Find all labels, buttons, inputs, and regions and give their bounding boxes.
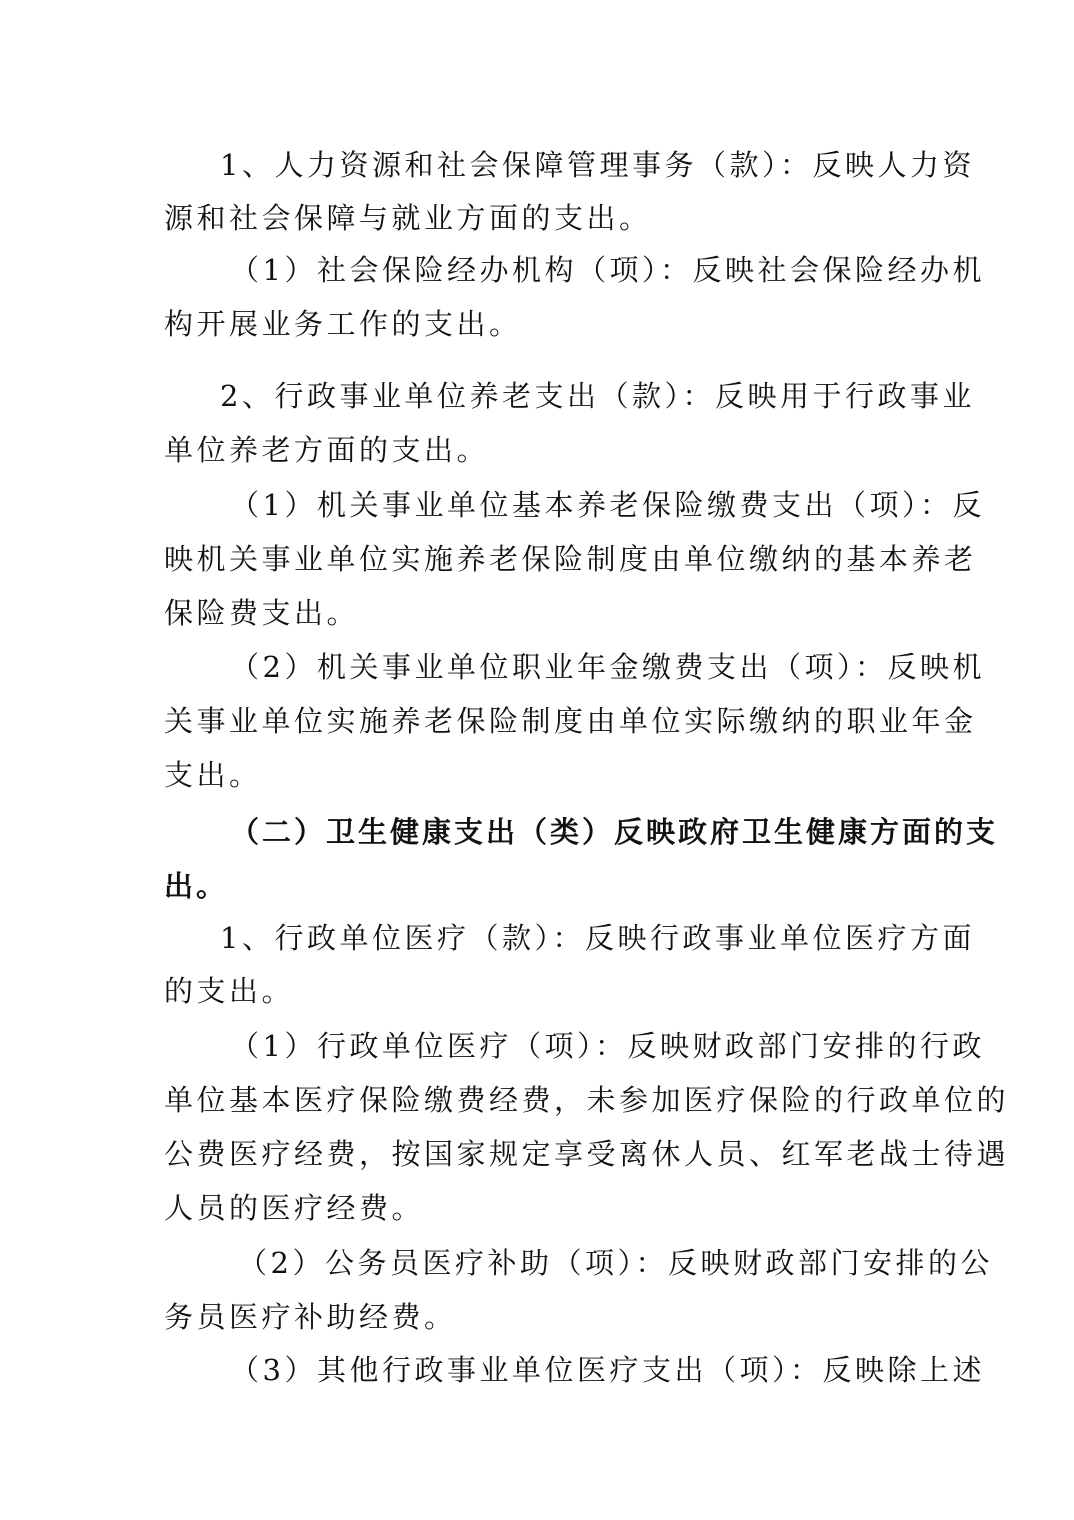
text-line-19: 公费医疗经费，按国家规定享受离休人员、红军老战士待遇 [164, 1137, 1010, 1171]
text-line-5: 2、行政事业单位养老支出（款）：反映用于行政事业 [220, 379, 975, 413]
text-line-20: 人员的医疗经费。 [164, 1191, 425, 1225]
text-line-4: 构开展业务工作的支出。 [164, 307, 522, 341]
text-line-9: 保险费支出。 [164, 596, 360, 630]
text-line-2: 源和社会保障与就业方面的支出。 [164, 201, 652, 235]
text-line-17: （1）行政单位医疗（项）：反映财政部门安排的行政 [230, 1029, 985, 1063]
text-line-6: 单位养老方面的支出。 [164, 433, 490, 467]
section-heading-line-1: （二）卫生健康支出（类）反映政府卫生健康方面的支 [230, 815, 999, 849]
text-line-1: 1、人力资源和社会保障管理事务（款）：反映人力资 [220, 148, 975, 182]
text-line-21: （2）公务员医疗补助（项）：反映财政部门安排的公 [238, 1246, 993, 1280]
text-line-11: 关事业单位实施养老保险制度由单位实际缴纳的职业年金 [164, 704, 977, 738]
text-line-16: 的支出。 [164, 974, 295, 1008]
text-line-22: 务员医疗补助经费。 [164, 1300, 457, 1334]
text-line-8: 映机关事业单位实施养老保险制度由单位缴纳的基本养老 [164, 542, 977, 576]
text-line-23: （3）其他行政事业单位医疗支出（项）：反映除上述 [230, 1353, 985, 1387]
text-line-7: （1）机关事业单位基本养老保险缴费支出（项）：反 [230, 488, 985, 522]
section-heading-line-2: 出。 [164, 869, 229, 903]
text-line-12: 支出。 [164, 758, 262, 792]
text-line-10: （2）机关事业单位职业年金缴费支出（项）：反映机 [230, 650, 985, 684]
text-line-3: （1）社会保险经办机构（项）：反映社会保险经办机 [230, 253, 985, 287]
text-line-15: 1、行政单位医疗（款）：反映行政事业单位医疗方面 [220, 921, 975, 955]
text-line-18: 单位基本医疗保险缴费经费，未参加医疗保险的行政单位的 [164, 1083, 1010, 1117]
